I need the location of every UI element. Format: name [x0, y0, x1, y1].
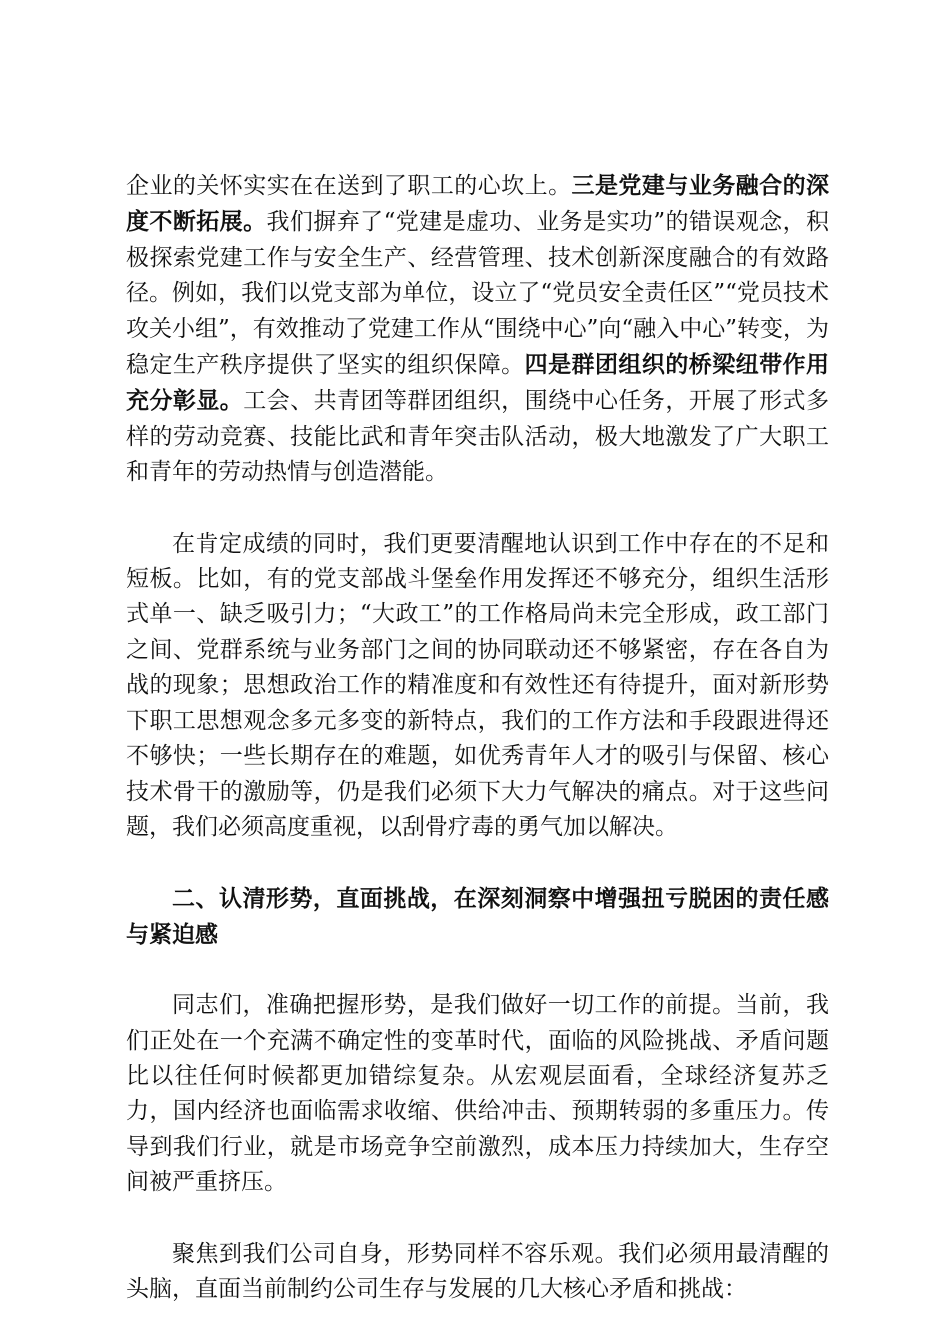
- paragraph-achievements-continued: [126, 168, 829, 491]
- paragraph-company-focus: 聚焦到我们公司自身，形势同样不容乐观。我们必须用最清醒的头脑，直面当前制约公司生存与发展的几大核心矛盾和挑战：: [126, 1240, 829, 1302]
- paragraph-text: 我们摒弃了“党建是虚功、业务是实功”的错误观念，积极探索党建工作与安全生产、经营管理、技术创新深度融合的有效路径。例如，我们以党支部为单位，设立了“党员安全责任区”“党员技术攻关小组”，有效推动了党建工作从“围绕中心”向“融入中心”转变，为稳定生产秩序提供了坚实的组织保障。: [126, 209, 829, 379]
- paragraph-text: 企业的关怀实实在在送到了职工的心坎上。: [126, 173, 572, 199]
- bold-point-three: 三是党建与业务融合的深度不断拓展。: [126, 172, 830, 236]
- paragraph-situation: 同志们，准确把握形势，是我们做好一切工作的前提。当前，我们正处在一个充满不确定性的变革时代，面临的风险挑战、矛盾问题比以往任何时候都更加错综复杂。从宏观层面看，全球经济复苏乏力，国内经济也面临需求收缩、供给冲击、预期转弱的多重压力。传导到我们行业，就是市场竞争空前激烈，成本压力持续加大，生存空间被严重挤压。: [126, 992, 829, 1196]
- section-heading-two: 二、认清形势，直面挑战，在深刻洞察中增强扭亏脱困的责任感与紧迫感: [126, 885, 829, 948]
- paragraph-text: 工会、共青团等群团组织，围绕中心任务，开展了形式多样的劳动竞赛、技能比武和青年突击队活动，极大地激发了广大职工和青年的劳动热情与创造潜能。: [126, 388, 830, 486]
- document-body: [126, 168, 829, 1307]
- bold-point-four: 四是群团组织的桥梁纽带作用充分彰显。: [126, 351, 830, 415]
- paragraph-shortcomings: 在肯定成绩的同时，我们更要清醒地认识到工作中存在的不足和短板。比如，有的党支部战斗堡垒作用发挥还不够充分，组织生活形式单一、缺乏吸引力；“大政工”的工作格局尚未完全形成，政工部门之间、党群系统与业务部门之间的协同联动还不够紧密，存在各自为战的现象；思想政治工作的精准度和有效性还有待提升，面对新形势下职工思想观念多元多变的新特点，我们的工作方法和手段跟进得还不够快；一些长期存在的难题，如优秀青年人才的吸引与保留、核心技术骨干的激励等，仍是我们必须下大力气解决的痛点。对于这些问题，我们必须高度重视，以刮骨疗毒的勇气加以解决。: [126, 530, 829, 840]
